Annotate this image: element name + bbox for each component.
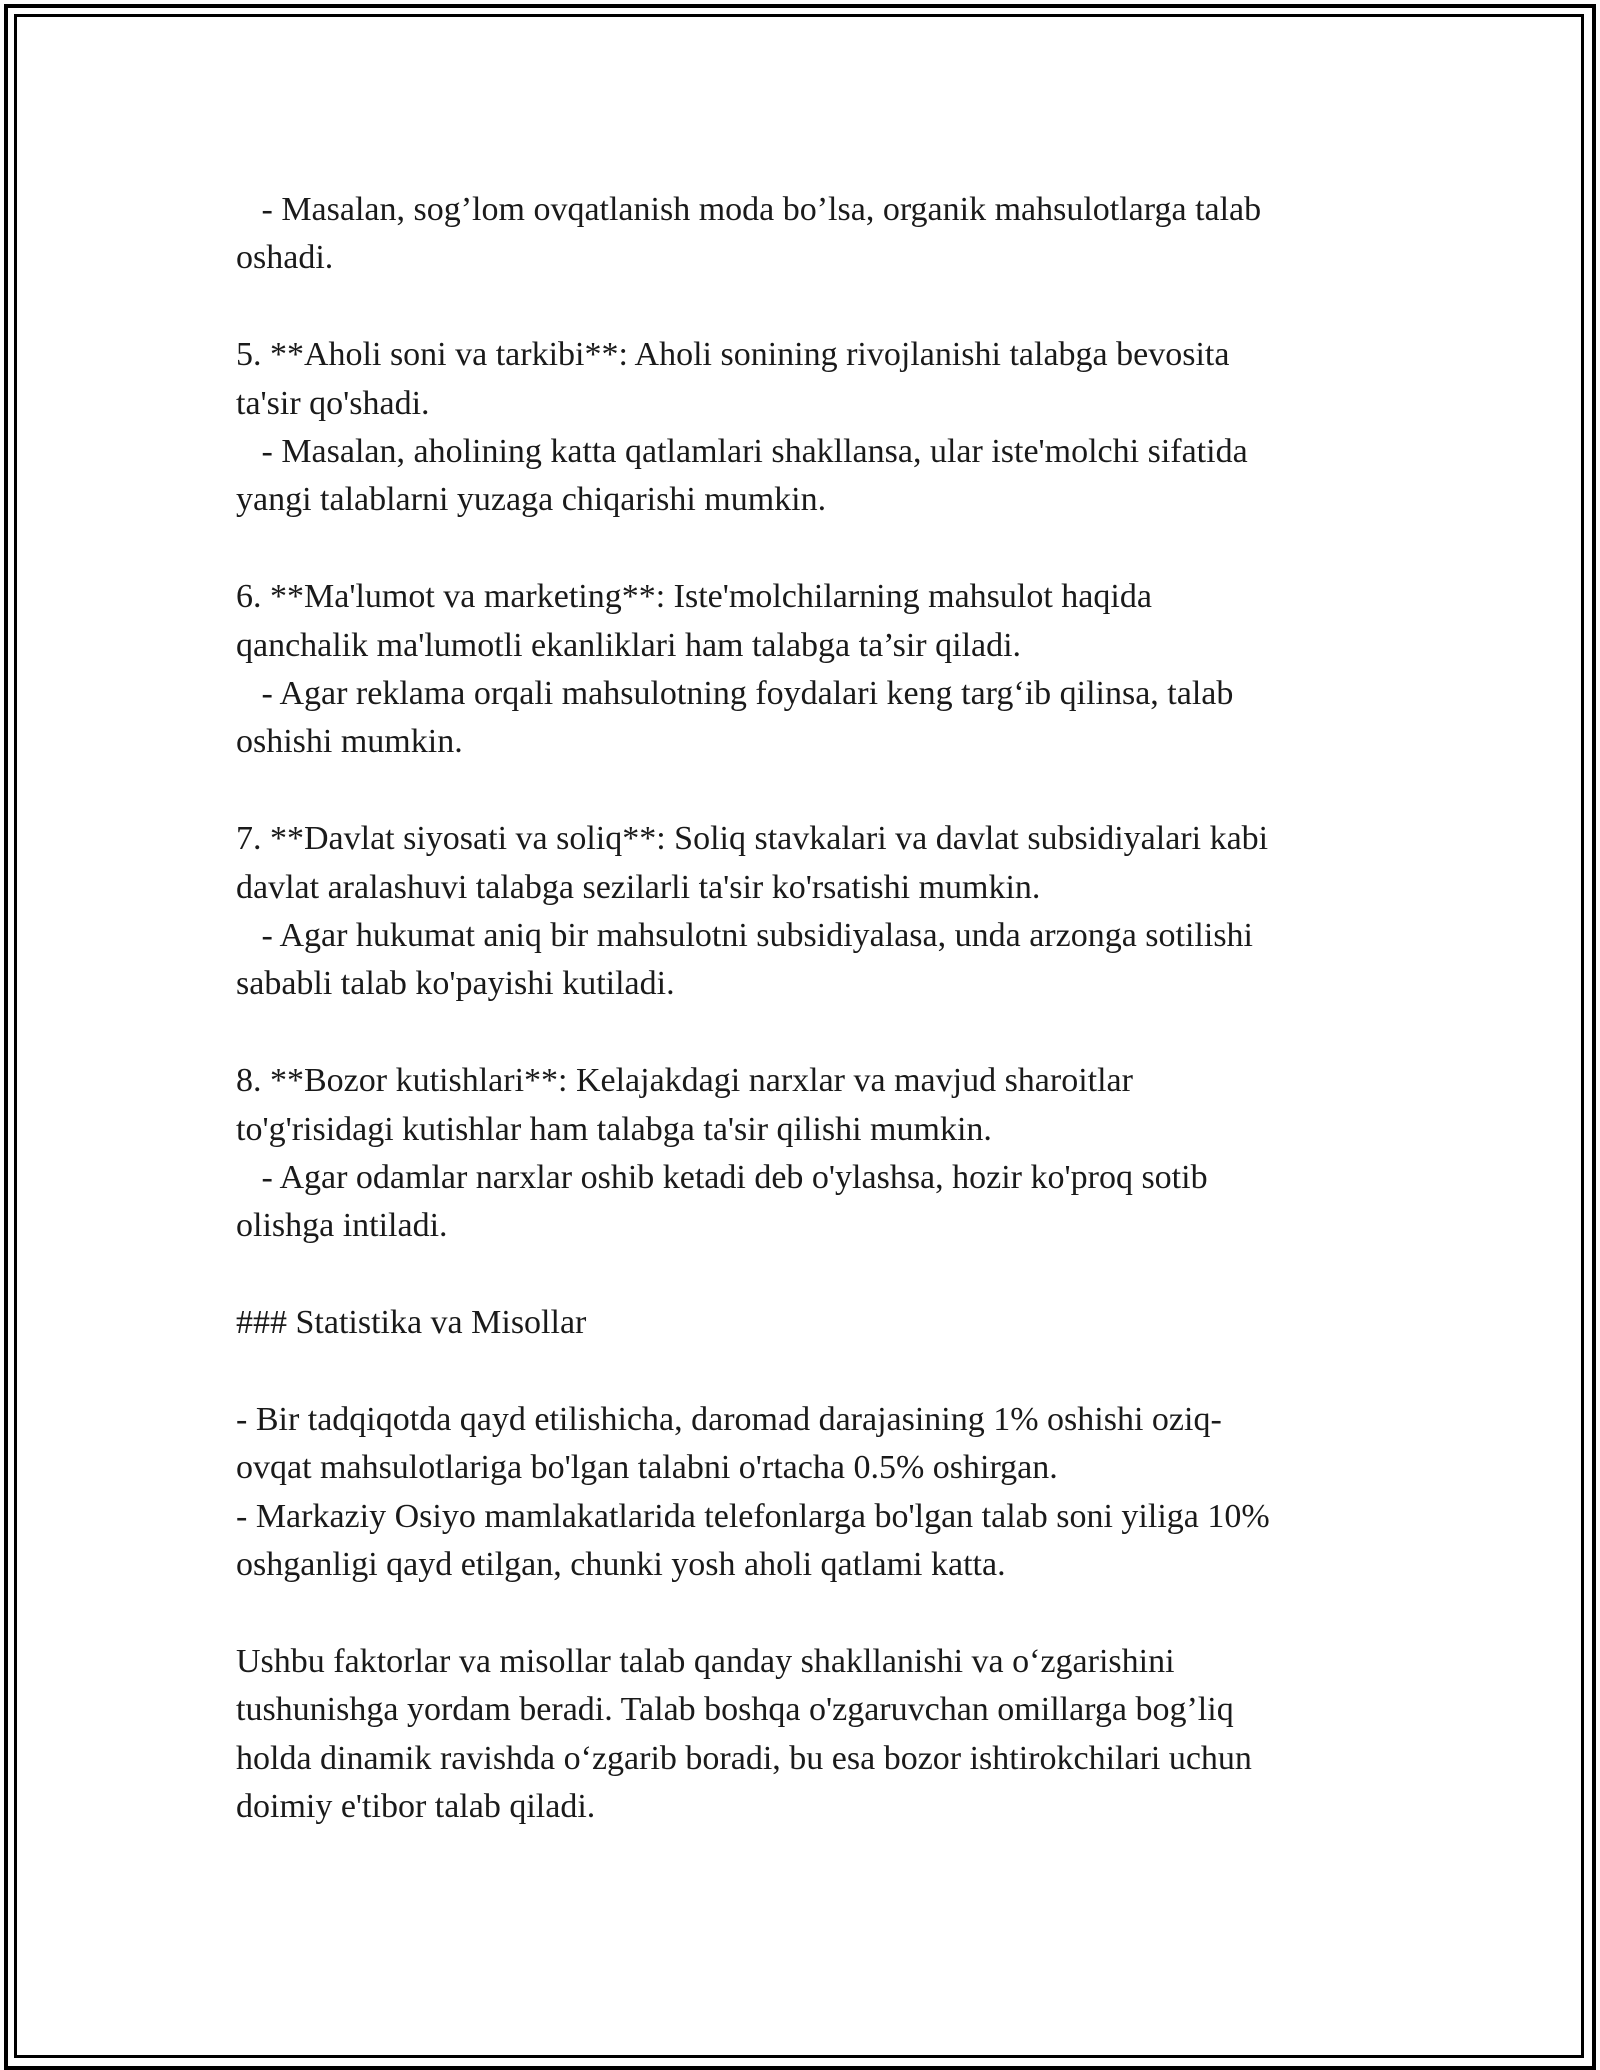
conclusion-line: doimiy e'tibor talab qiladi. <box>236 1788 596 1826</box>
example-line: - Agar hukumat aniq bir mahsulotni subsidiyalasa, unda arzonga sotilishi <box>236 917 1253 955</box>
section-heading: ### Statistika va Misollar <box>236 1304 587 1342</box>
paragraph-gap <box>236 525 1366 573</box>
text-line: - Masalan, sog’lom ovqatlanish moda bo’lsa, organik mahsulotlarga talab <box>236 191 1262 228</box>
paragraph-gap <box>236 1348 1366 1396</box>
conclusion-line: Ushbu faktorlar va misollar talab qanday shakllanishi va o‘zgarishini <box>236 1643 1175 1681</box>
text-line: oshganligi qayd etilgan, chunki yosh aholi qatlami katta. <box>236 1546 1006 1584</box>
list-item-heading: 7. **Davlat siyosati va soliq**: Soliq stavkalari va davlat subsidiyalari kabi <box>236 820 1269 858</box>
text-line: to'g'risidagi kutishlar ham talabga ta'sir qilishi mumkin. <box>236 1110 992 1148</box>
document-body <box>236 186 1366 1832</box>
bullet-line: - Markaziy Osiyo mamlakatlarida telefonlarga bo'lgan talab soni yiliga 10% <box>236 1497 1270 1535</box>
example-line: - Agar reklama orqali mahsulotning foydalari keng targ‘ib qilinsa, talab <box>236 675 1234 713</box>
example-line: - Agar odamlar narxlar oshib ketadi deb o'ylashsa, hozir ko'proq sotib <box>236 1159 1208 1197</box>
paragraph-gap <box>236 1251 1366 1299</box>
list-item-heading: 8. **Bozor kutishlari**: Kelajakdagi narxlar va mavjud sharoitlar <box>236 1062 1133 1100</box>
text-line: davlat aralashuvi talabga sezilarli ta'sir ko'rsatishi mumkin. <box>236 868 1041 906</box>
text-line: qanchalik ma'lumotli ekanliklari ham talabga ta’sir qiladi. <box>236 626 1022 664</box>
conclusion-line: tushunishga yordam beradi. Talab boshqa o'zgaruvchan omillarga bog’liq <box>236 1691 1234 1729</box>
paragraph-gap <box>236 1590 1366 1638</box>
list-item-heading: 6. **Ma'lumot va marketing**: Iste'molchilarning mahsulot haqida <box>236 578 1152 616</box>
text-line: ovqat mahsulotlariga bo'lgan talabni o'rtacha 0.5% oshirgan. <box>236 1449 1058 1487</box>
bullet-line: - Bir tadqiqotda qayd etilishicha, daromad darajasining 1% oshishi oziq- <box>236 1401 1222 1439</box>
paragraph-gap <box>236 283 1366 331</box>
text-line: yangi talablarni yuzaga chiqarishi mumkin. <box>236 481 827 519</box>
example-line: - Masalan, aholining katta qatlamlari shakllansa, ular iste'molchi sifatida <box>236 433 1248 471</box>
list-item-heading: 5. **Aholi soni va tarkibi**: Aholi sonining rivojlanishi talabga bevosita <box>236 336 1230 374</box>
text-line: oshishi mumkin. <box>236 723 463 761</box>
text-line: oshadi. <box>236 239 334 277</box>
text-line: olishga intiladi. <box>236 1207 448 1245</box>
conclusion-line: holda dinamik ravishda o‘zgarib boradi, bu esa bozor ishtirokchilari uchun <box>236 1739 1252 1777</box>
paragraph-gap <box>236 1009 1366 1057</box>
text-line: sababli talab ko'payishi kutiladi. <box>236 965 675 1003</box>
paragraph-gap <box>236 767 1366 815</box>
text-line: ta'sir qo'shadi. <box>236 384 430 422</box>
